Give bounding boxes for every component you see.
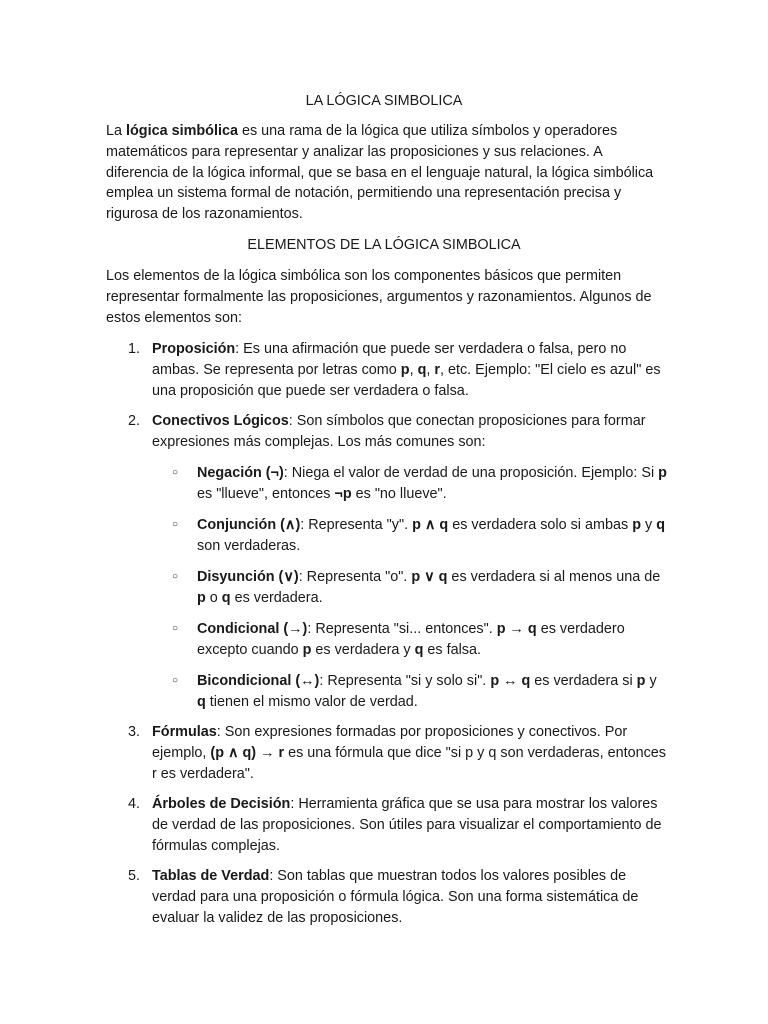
sub-item-bold: q [414,641,424,658]
sub-item-term: Bicondicional (↔) [197,673,320,689]
list-item [152,411,672,453]
item-term: Conectivos Lógicos [152,413,289,429]
item-text: : Son símbolos que conectan proposiciones para formar expresiones más complejas. Los más comunes son: [152,413,646,450]
sub-list-item [197,515,667,557]
bullet-circle-icon: ○ [172,675,179,686]
item-text: : Son expresiones formadas por proposiciones y conectivos. Por ejemplo, [152,724,628,761]
sub-item-text: es verdadera y [311,641,415,658]
list-number: 4. [128,796,141,812]
sub-item-text: : Representa "o". [298,569,412,585]
item-text: , etc. Ejemplo: "El cielo es azul" es una proposición que puede ser verdadera o falsa. [152,361,661,399]
sub-item-bold: p ↔ q [490,673,531,689]
sub-item-text: es verdadera solo si ambas [448,517,633,533]
sub-item-text: y [645,673,657,689]
item-text: es una fórmula que dice "si p y q son verdaderas, entonces r es verdadera". [152,744,666,782]
sub-item-text: es verdadera si [530,673,637,689]
sub-item-text: es falsa. [423,641,481,658]
sub-item-bold: p ∧ q [412,517,449,533]
item-bold: q [417,361,427,378]
list-number: 5. [128,868,141,884]
sub-item-text: : Niega el valor de verdad de una proposición. Ejemplo: Si [283,465,659,481]
list-number: 2. [128,413,141,429]
bullet-circle-icon: ○ [172,467,179,478]
sub-item-bold: p [632,517,641,533]
sub-item-term: Conjunción (∧) [197,517,301,533]
bullet-circle-icon: ○ [172,519,179,530]
sub-item-bold: p ∨ q [411,569,448,585]
item-term: Proposición [152,341,236,357]
sub-item-bold: q [656,517,665,533]
item-term: Tablas de Verdad [152,868,270,884]
list-item [152,794,672,856]
list-item [152,722,672,784]
intro-paragraph [106,121,666,225]
sub-item-text: tienen el mismo valor de verdad. [205,693,418,710]
sub-item-bold: p [197,589,206,606]
sub-item-term: Disyunción (∨) [197,569,299,585]
sub-item-text: : Representa "si... entonces". [307,621,497,637]
sub-item-bold: q [221,589,231,606]
item-text: : Herramienta gráfica que se usa para mostrar los valores de verdad de las proposiciones. Son útiles para visualizar el comportamiento de fórmulas complejas. [152,796,662,854]
sub-item-text: : Representa "si y solo si". [319,673,491,689]
sub-item-text: es "llueve", entonces [197,485,335,502]
section-intro-paragraph: Los elementos de la lógica simbólica son los componentes básicos que permiten representar formalmente las proposiciones, argumentos y razonamientos. Algunos de estos elementos son: [106,268,652,326]
bullet-circle-icon: ○ [172,623,179,634]
sub-list-item [197,567,667,609]
sub-item-text: : Representa "y". [300,517,413,533]
item-bold: (p ∧ q) → r [210,744,285,761]
sub-list-item [197,463,667,505]
sub-list-item [197,619,667,661]
sub-item-bold: p [636,673,646,689]
item-text: : Es una afirmación que puede ser verdadera o falsa, pero no ambas. Se representa por letras como [152,341,627,378]
intro-bold-term: lógica simbólica [126,123,238,139]
sub-item-term: Negación (¬) [197,465,284,481]
list-item [152,339,672,401]
sub-list-item [197,671,667,713]
item-text: , [426,361,435,378]
list-item [152,866,672,928]
item-term: Árboles de Decisión [152,796,291,812]
sub-item-text: es verdadera. [230,589,323,606]
sub-item-bold: ¬p [334,485,352,502]
sub-item-bold: q [197,693,206,710]
section-title: ELEMENTOS DE LA LÓGICA SIMBOLICA [247,237,521,253]
sub-item-text: es "no llueve". [351,485,447,502]
sub-item-text: es verdadero excepto cuando [197,621,625,658]
intro-text: es una rama de la lógica que utiliza símbolos y operadores matemáticos para representar y analizar las proposiciones y sus relaciones. A diferencia de la lógica informal, que se basa en el lenguaje natural, la lógica simbólica emplea un sistema formal de notación, permitiendo una representación precisa y rigurosa de los razonamientos. [106,123,654,223]
item-text: , [409,361,418,378]
intro-text: La [106,123,127,139]
item-bold: p [400,361,410,378]
sub-item-text: es verdadera si al menos una de [447,569,661,585]
page-title: LA LÓGICA SIMBOLICA [305,93,463,109]
sub-item-text: o [205,589,222,606]
sub-item-bold: p → q [496,621,537,637]
sub-item-term: Condicional (→) [197,621,308,637]
sub-item-text: y [640,517,657,533]
sub-item-bold: p [302,641,312,658]
list-number: 3. [128,724,141,740]
item-text: : Son tablas que muestran todos los valores posibles de verdad para una proposición o fórmula lógica. Son una forma sistemática de evaluar la validez de las proposiciones. [152,868,639,926]
sub-item-bold: p [658,465,667,481]
bullet-circle-icon: ○ [172,571,179,582]
item-bold: r [434,361,440,378]
list-number: 1. [128,341,141,357]
sub-item-text: son verdaderas. [197,537,301,554]
item-term: Fórmulas [152,724,217,740]
